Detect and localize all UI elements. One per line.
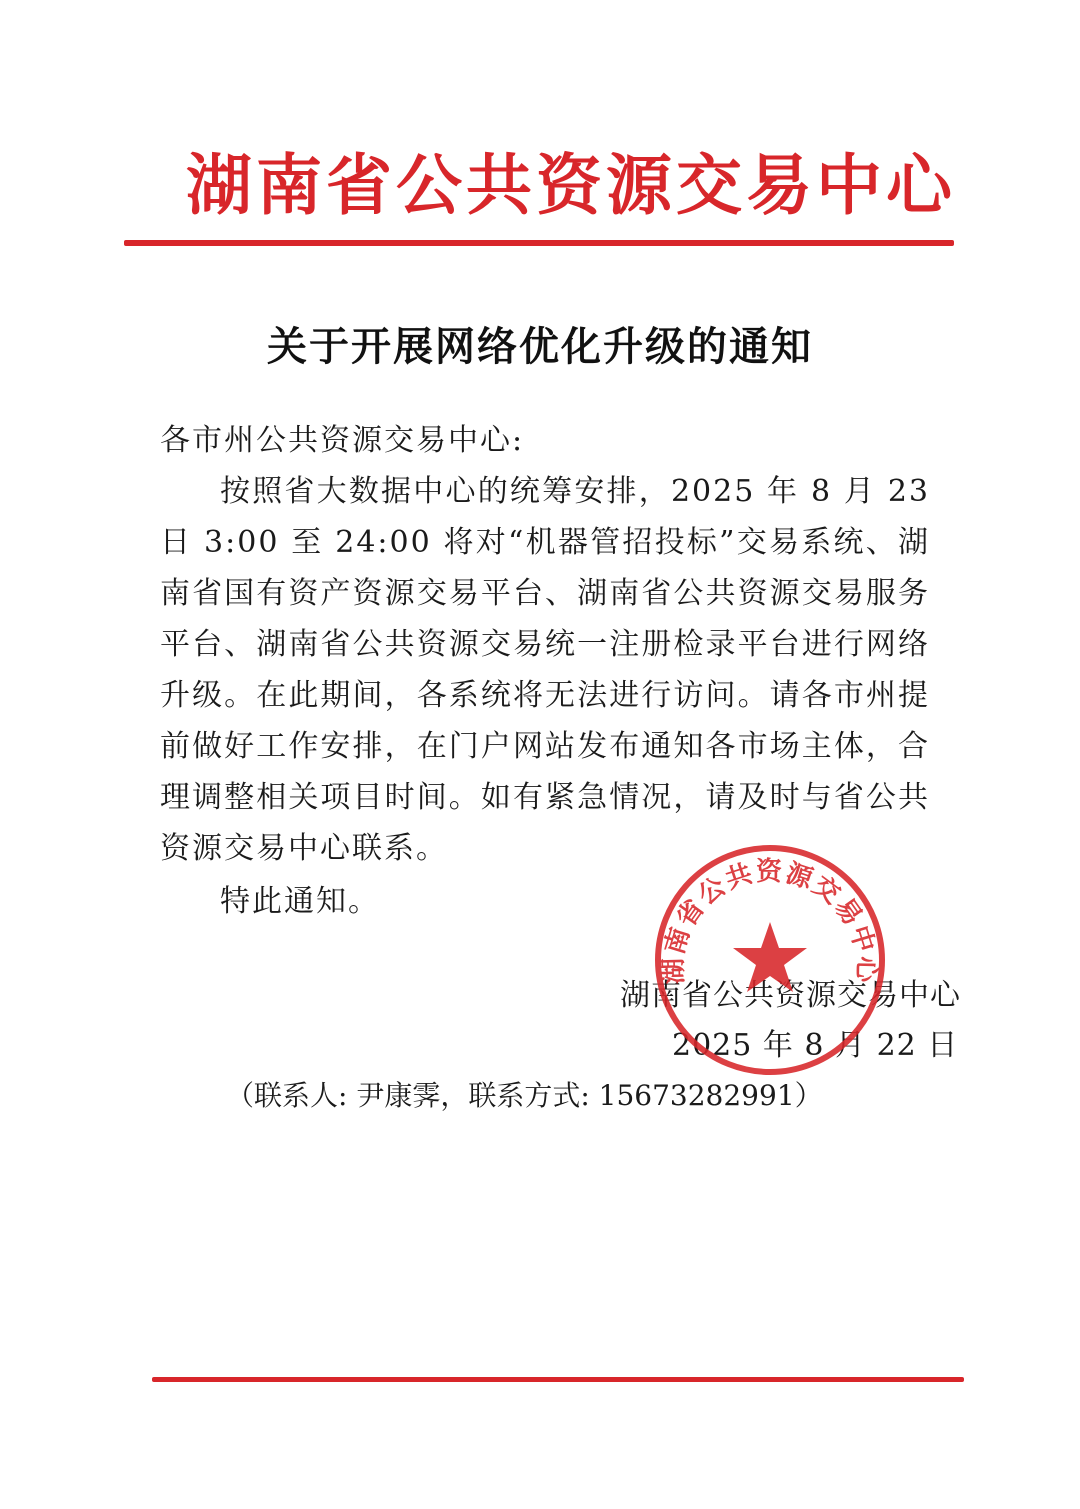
masthead-red-rule bbox=[124, 240, 954, 246]
body-paragraph: 按照省大数据中心的统筹安排，2025 年 8 月 23 日 3:00 至 24:00 将对“机器管招投标”交易系统、湖南省国有资产资源交易平台、湖南省公共资源交易服务平台、湖南省公共资源交易统一注册检录平台进行网络升级。在此期间，各系统将无法进行访问。请各市州提前做好工作安排，在门户网站发布通知各市场主体，合理调整相关项目时间。如有紧急情况，请及时与省公共资源交易中心联系。 bbox=[160, 474, 930, 866]
star-icon bbox=[733, 922, 807, 992]
closing-line: 特此通知。 bbox=[220, 884, 380, 919]
official-seal bbox=[650, 840, 890, 1080]
signature-date: 2025 年 8 月 22 日 bbox=[672, 1028, 959, 1063]
contact-info: （联系人: 尹康霁，联系方式: 15673282991） bbox=[226, 1079, 823, 1112]
document-title: 关于开展网络优化升级的通知 bbox=[267, 324, 813, 370]
masthead-title: 湖南省公共资源交易中心 bbox=[186, 147, 956, 224]
signature-organization: 湖南省公共资源交易中心 bbox=[620, 978, 961, 1013]
seal-text-path: 湖南省公共资源交易中心 bbox=[658, 857, 882, 985]
salutation: 各市州公共资源交易中心: bbox=[160, 423, 525, 458]
footer-red-rule bbox=[152, 1377, 964, 1382]
